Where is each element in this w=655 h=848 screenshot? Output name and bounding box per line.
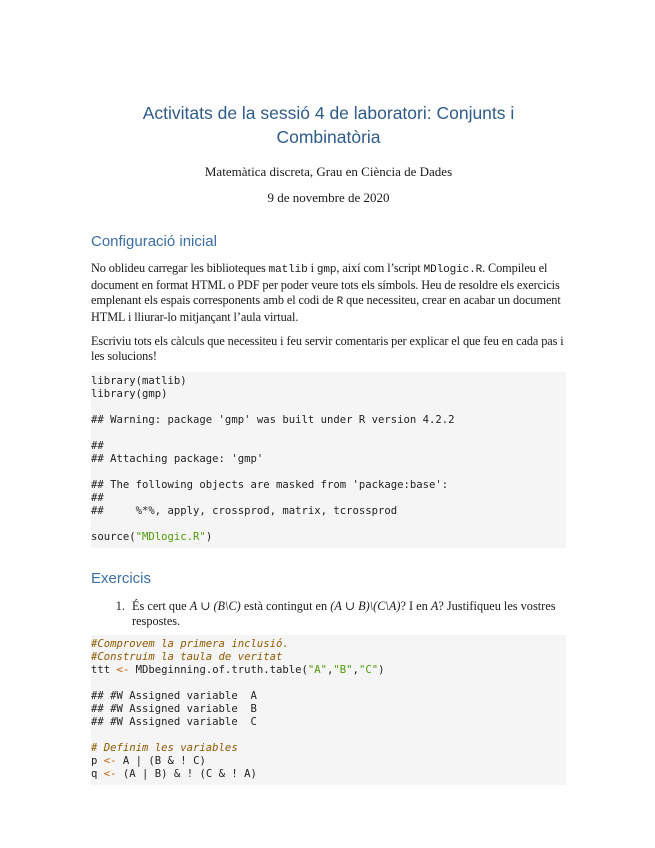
config-paragraph-1 — [91, 261, 566, 325]
code-string: "MDlogic.R" — [135, 531, 206, 543]
code-output-line: ## — [91, 492, 104, 504]
code-block-exercise-1 — [91, 635, 566, 785]
code-output-line: ## — [91, 440, 104, 452]
title-line-1: Activitats de la sessió 4 de laboratori: Conjunts i — [142, 103, 515, 123]
text-run: està contingut en — [240, 599, 331, 613]
exercise-item-1 — [128, 599, 566, 629]
document-subtitle: Matemàtica discreta, Grau en Ciència de Dades — [204, 164, 453, 179]
code-token: , — [352, 664, 359, 676]
text-run: ? Justifiqueu les vostres respostes. — [132, 599, 556, 628]
code-token: ) — [378, 664, 385, 676]
code-token: ttt — [91, 664, 117, 676]
code-line: library(gmp) — [91, 388, 168, 400]
math-expression: A ∪ (B\C) — [189, 599, 241, 613]
title-line-2: Combinatòria — [276, 127, 381, 147]
code-token: q — [91, 768, 104, 780]
code-output-line: ## #W Assigned variable A — [91, 690, 257, 702]
math-expression: A — [430, 599, 439, 613]
code-token: MDbeginning.of.truth.table( — [129, 664, 308, 676]
code-token: (A | B) & ! (C & ! A) — [116, 768, 257, 780]
code-output-line: ## Warning: package 'gmp' was built under R version 4.2.2 — [91, 414, 455, 426]
code-token: p — [91, 755, 104, 767]
code-string: "B" — [333, 664, 353, 676]
inline-code-matlib: matlib — [268, 264, 308, 276]
inline-code-gmp: gmp — [316, 264, 337, 276]
text-run: No oblideu carregar les biblioteques — [91, 261, 269, 275]
code-operator: <- — [103, 755, 117, 767]
code-operator: <- — [116, 664, 130, 676]
code-string: "C" — [358, 664, 379, 676]
code-string: "A" — [307, 664, 328, 676]
code-line — [91, 768, 566, 781]
code-output-line: ## %*%, apply, crossprod, matrix, tcrossprod — [91, 505, 398, 517]
code-token: A | (B & ! C) — [116, 755, 206, 767]
code-line: library(matlib) — [91, 375, 187, 387]
text-run: . Compileu el document en format HTML o PDF per poder veure tots els símbols. Heu de resoldre els exercicis emplenant els espais corresponents amb el codi de — [91, 261, 560, 307]
code-output-line: ## The following objects are masked from 'package:base': — [91, 479, 449, 491]
code-line — [91, 664, 566, 677]
code-line — [91, 755, 566, 768]
text-run: És cert que — [132, 599, 190, 613]
code-output-line: ## Attaching package: 'gmp' — [91, 453, 264, 465]
code-comment: # Definim les variables — [91, 742, 238, 754]
code-operator: <- — [103, 768, 117, 780]
document-title — [91, 101, 566, 149]
section-heading-exercises: Exercicis — [91, 570, 152, 587]
code-comment: #Comprovem la primera inclusió. — [91, 638, 289, 650]
code-output-line: ## #W Assigned variable B — [91, 703, 257, 715]
code-block-setup — [91, 372, 566, 548]
document-page — [91, 0, 566, 785]
code-output-line: ## #W Assigned variable C — [91, 716, 257, 728]
code-token: ) — [205, 531, 213, 543]
text-run: i — [307, 261, 317, 275]
config-paragraph-2: Escriviu tots els càlculs que necessiteu i feu servir comentaris per explicar el que feu en cada pas i les solucions! — [91, 334, 564, 363]
document-date: 9 de novembre de 2020 — [267, 190, 390, 205]
text-run: que necessiteu, crear en acabar un document HTML i lliurar-lo mitjançant l’aula virtual. — [91, 293, 561, 324]
section-heading-config: Configuració inicial — [91, 233, 217, 250]
inline-code-mdlogic: MDlogic.R — [423, 264, 483, 276]
math-expression: (A ∪ B)\(C\A) — [330, 599, 401, 613]
inline-code-r: R — [336, 296, 344, 308]
code-token: , — [327, 664, 334, 676]
code-comment: #Construim la taula de veritat — [91, 651, 283, 663]
text-run: , així com l’script — [336, 261, 424, 275]
code-token: source( — [91, 531, 136, 543]
code-line — [91, 531, 566, 544]
exercise-list — [91, 599, 566, 629]
text-run: ? I en — [400, 599, 431, 613]
